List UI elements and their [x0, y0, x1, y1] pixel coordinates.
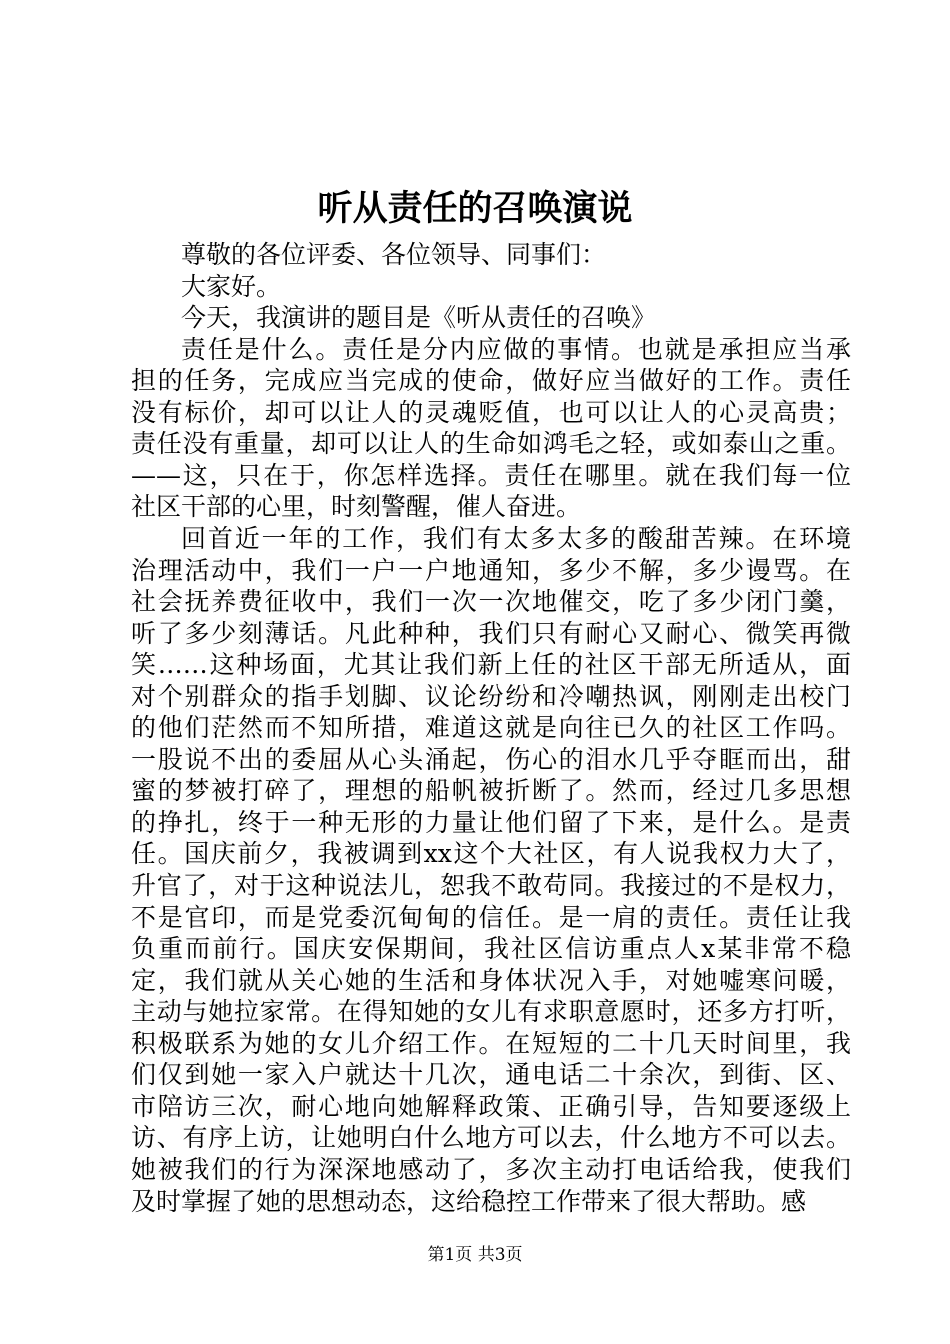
body-line: 没有标价，却可以让人的灵魂贬值，也可以让人的心灵高贵； — [131, 398, 851, 427]
body-line: 今天，我演讲的题目是《听从责任的召唤》 — [181, 303, 657, 332]
body-line: 市陪访三次，耐心地向她解释政策、正确引导，告知要逐级上 — [131, 1092, 851, 1121]
body-line: 社会抚养费征收中，我们一次一次地催交，吃了多少闭门羹， — [131, 587, 851, 616]
body-line: 的挣扎，终于一种无形的力量让他们留了下来，是什么。是责 — [131, 808, 851, 837]
body-line: 大家好。 — [181, 272, 282, 301]
body-line: 的他们茫然而不知所措，难道这就是向往已久的社区工作吗。 — [131, 713, 851, 742]
body-line: 治理活动中，我们一户一户地通知，多少不解，多少谩骂。在 — [131, 556, 851, 585]
body-line: 对个别群众的指手划脚、议论纷纷和冷嘲热讽，刚刚走出校门 — [131, 682, 851, 711]
body-line: 回首近一年的工作，我们有太多太多的酸甜苦辣。在环境 — [181, 524, 851, 553]
body-line: 主动与她拉家常。在得知她的女儿有求职意愿时，还多方打听， — [131, 997, 851, 1026]
body-line: 不是官印，而是党委沉甸甸的信任。是一肩的责任。责任让我 — [131, 903, 851, 932]
body-line: 访、有序上访，让她明白什么地方可以去，什么地方不可以去。 — [131, 1123, 851, 1152]
body-line: 责任没有重量，却可以让人的生命如鸿毛之轻，或如泰山之重。 — [131, 429, 851, 458]
body-line: 们仅到她一家入户就达十几次，通电话二十余次，到街、区、 — [131, 1060, 851, 1089]
body-line: 及时掌握了她的思想动态，这给稳控工作带来了很大帮助。感 — [131, 1187, 807, 1216]
body-line: 任。国庆前夕，我被调到xx这个大社区，有人说我权力大了， — [131, 839, 851, 868]
body-line: 一股说不出的委屈从心头涌起，伤心的泪水几乎夺眶而出，甜 — [131, 745, 851, 774]
body-line: 升官了，对于这种说法儿，恕我不敢苟同。我接过的不是权力， — [131, 871, 851, 900]
body-line: 负重而前行。国庆安保期间，我社区信访重点人x某非常不稳 — [131, 934, 851, 963]
body-line: 笑……这种场面，尤其让我们新上任的社区干部无所适从，面 — [131, 650, 851, 679]
document-title: 听从责任的召唤演说 — [317, 188, 633, 229]
body-line: 责任是什么。责任是分内应做的事情。也就是承担应当承 — [181, 335, 851, 364]
body-line: 担的任务，完成应当完成的使命，做好应当做好的工作。责任 — [131, 366, 851, 395]
body-line: 她被我们的行为深深地感动了，多次主动打电话给我，使我们 — [131, 1155, 851, 1184]
body-line: 积极联系为她的女儿介绍工作。在短短的二十几天时间里，我 — [131, 1029, 851, 1058]
body-line: ——这，只在于，你怎样选择。责任在哪里。就在我们每一位 — [131, 461, 851, 490]
body-line: 定，我们就从关心她的生活和身体状况入手，对她嘘寒问暖， — [131, 966, 851, 995]
body-line: 听了多少刻薄话。凡此种种，我们只有耐心又耐心、微笑再微 — [131, 619, 851, 648]
body-line: 尊敬的各位评委、各位领导、同事们： — [181, 240, 607, 269]
page-footer: 第1页 共3页 — [427, 1245, 523, 1265]
body-line: 社区干部的心里，时刻警醒，催人奋进。 — [131, 492, 582, 521]
body-line: 蜜的梦被打碎了，理想的船帆被折断了。然而，经过几多思想 — [131, 776, 851, 805]
